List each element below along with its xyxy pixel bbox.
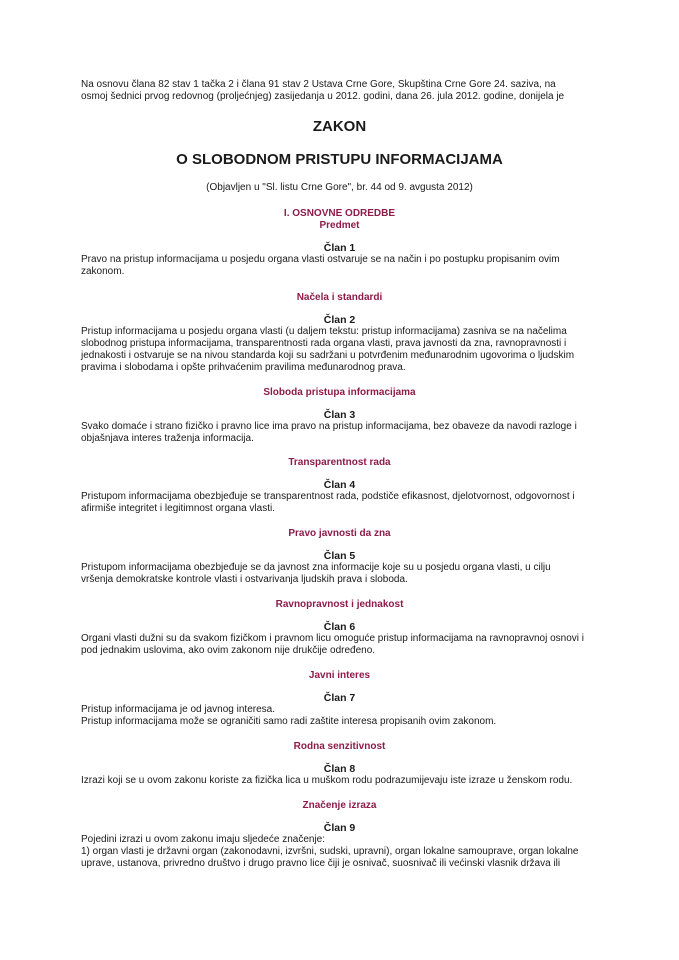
article-label: Član 9 <box>323 822 356 834</box>
article-text-line: Pristup informacijama je od javnog interesa. <box>81 704 275 715</box>
article-text-line: Organi vlasti dužni su da svakom fizičkom i pravnom licu omoguće pristup informacijama na ravnopravnoj osnovi i <box>81 633 584 644</box>
article-text-line: Pristupom informacijama obezbjeđuje se da javnost zna informacije koje su u posjedu organa vlasti, u cilju <box>81 562 551 573</box>
section-heading: Načela i standardi <box>296 292 383 303</box>
article-label: Član 6 <box>323 621 356 633</box>
article-text-line: zakonom. <box>81 266 125 277</box>
section-heading: Predmet <box>319 220 360 231</box>
article-label: Član 7 <box>323 692 356 704</box>
article-label: Član 2 <box>323 314 356 326</box>
article-text-line: afirmiše integritet i legitimnost organa vlasti. <box>81 503 275 514</box>
article-text-line: uprave, ustanova, privredno društvo i drugo pravno lice čiji je osnivač, suosnivač ili većinski vlasnik država ili <box>81 858 561 869</box>
article-text-line: Pojedini izrazi u ovom zakonu imaju sljedeće značenje: <box>81 834 326 845</box>
section-heading: Sloboda pristupa informacijama <box>263 387 416 398</box>
section-heading: Značenje izraza <box>302 800 377 811</box>
document-title: ZAKON <box>312 118 367 135</box>
article-text-line: Pristup informacijama može se ograničiti samo radi zaštite interesa propisanih ovim zakonom. <box>81 716 497 727</box>
section-heading: Ravnopravnost i jednakost <box>275 599 404 610</box>
section-heading: Javni interes <box>308 670 371 681</box>
article-text-line: slobodnog pristupa informacijama, transparentnosti rada organa vlasti, prava javnosti da zna, ravnopravnosti i <box>81 338 567 349</box>
chapter-heading: I. OSNOVNE ODREDBE <box>283 208 396 219</box>
article-text-line: pod jednakim uslovima, ako ovim zakonom nije drukčije određeno. <box>81 645 376 656</box>
section-heading: Pravo javnosti da zna <box>288 528 391 539</box>
article-text-line: objašnjava interes traženja informacija. <box>81 433 254 444</box>
preamble-line: Na osnovu člana 82 stav 1 tačka 2 i člana 91 stav 2 Ustava Crne Gore, Skupština Crne Gore 24. saziva, na <box>81 79 556 90</box>
article-text-line: Pristup informacijama u posjedu organa vlasti (u daljem tekstu: pristup informacijama) zasniva se na načelima <box>81 326 567 337</box>
article-text-line: Izrazi koji se u ovom zakonu koriste za fizička lica u muškom rodu podrazumijevaju iste izraze u ženskom rodu. <box>81 775 573 786</box>
article-label: Član 3 <box>323 409 356 421</box>
article-label: Član 8 <box>323 763 356 775</box>
section-heading: Transparentnost rada <box>288 457 391 468</box>
publication-note: (Objavljen u "Sl. listu Crne Gore", br. 44 od 9. avgusta 2012) <box>206 182 473 193</box>
article-label: Član 1 <box>323 242 356 254</box>
article-text-line: Pravo na pristup informacijama u posjedu organa vlasti ostvaruje se na način i po postupku propisanim ovim <box>81 254 560 265</box>
article-text-line: Pristupom informacijama obezbjeđuje se transparentnost rada, podstiče efikasnost, djelotvornost, odgovornost i <box>81 491 575 502</box>
article-text-line: Svako domaće i strano fizičko i pravno lice ima pravo na pristup informacijama, bez obaveze da navodi razloge i <box>81 421 577 432</box>
article-text-line: jednakosti i ostvaruje se na nivou standarda koji su sadržani u potvrđenim međunarodnim ugovorima o ljudskim <box>81 350 575 361</box>
article-text-line: pravima i slobodama i opšte prihvaćenim pravilima međunarodnog prava. <box>81 362 406 373</box>
preamble-line: osmoj šednici prvog redovnog (proljećnjeg) zasijedanja u 2012. godini, dana 26. jula 2012. godine, donijela je <box>81 91 565 102</box>
section-heading: Rodna senzitivnost <box>293 741 386 752</box>
article-label: Član 4 <box>323 479 356 491</box>
article-text-line: vršenja demokratske kontrole vlasti i ostvarivanja ljudskih prava i sloboda. <box>81 574 408 585</box>
document-subtitle: O SLOBODNOM PRISTUPU INFORMACIJAMA <box>176 151 503 168</box>
article-label: Član 5 <box>323 550 356 562</box>
article-text-line: 1) organ vlasti je državni organ (zakonodavni, izvršni, sudski, upravni), organ lokalne samouprave, organ lokalne <box>81 846 579 857</box>
